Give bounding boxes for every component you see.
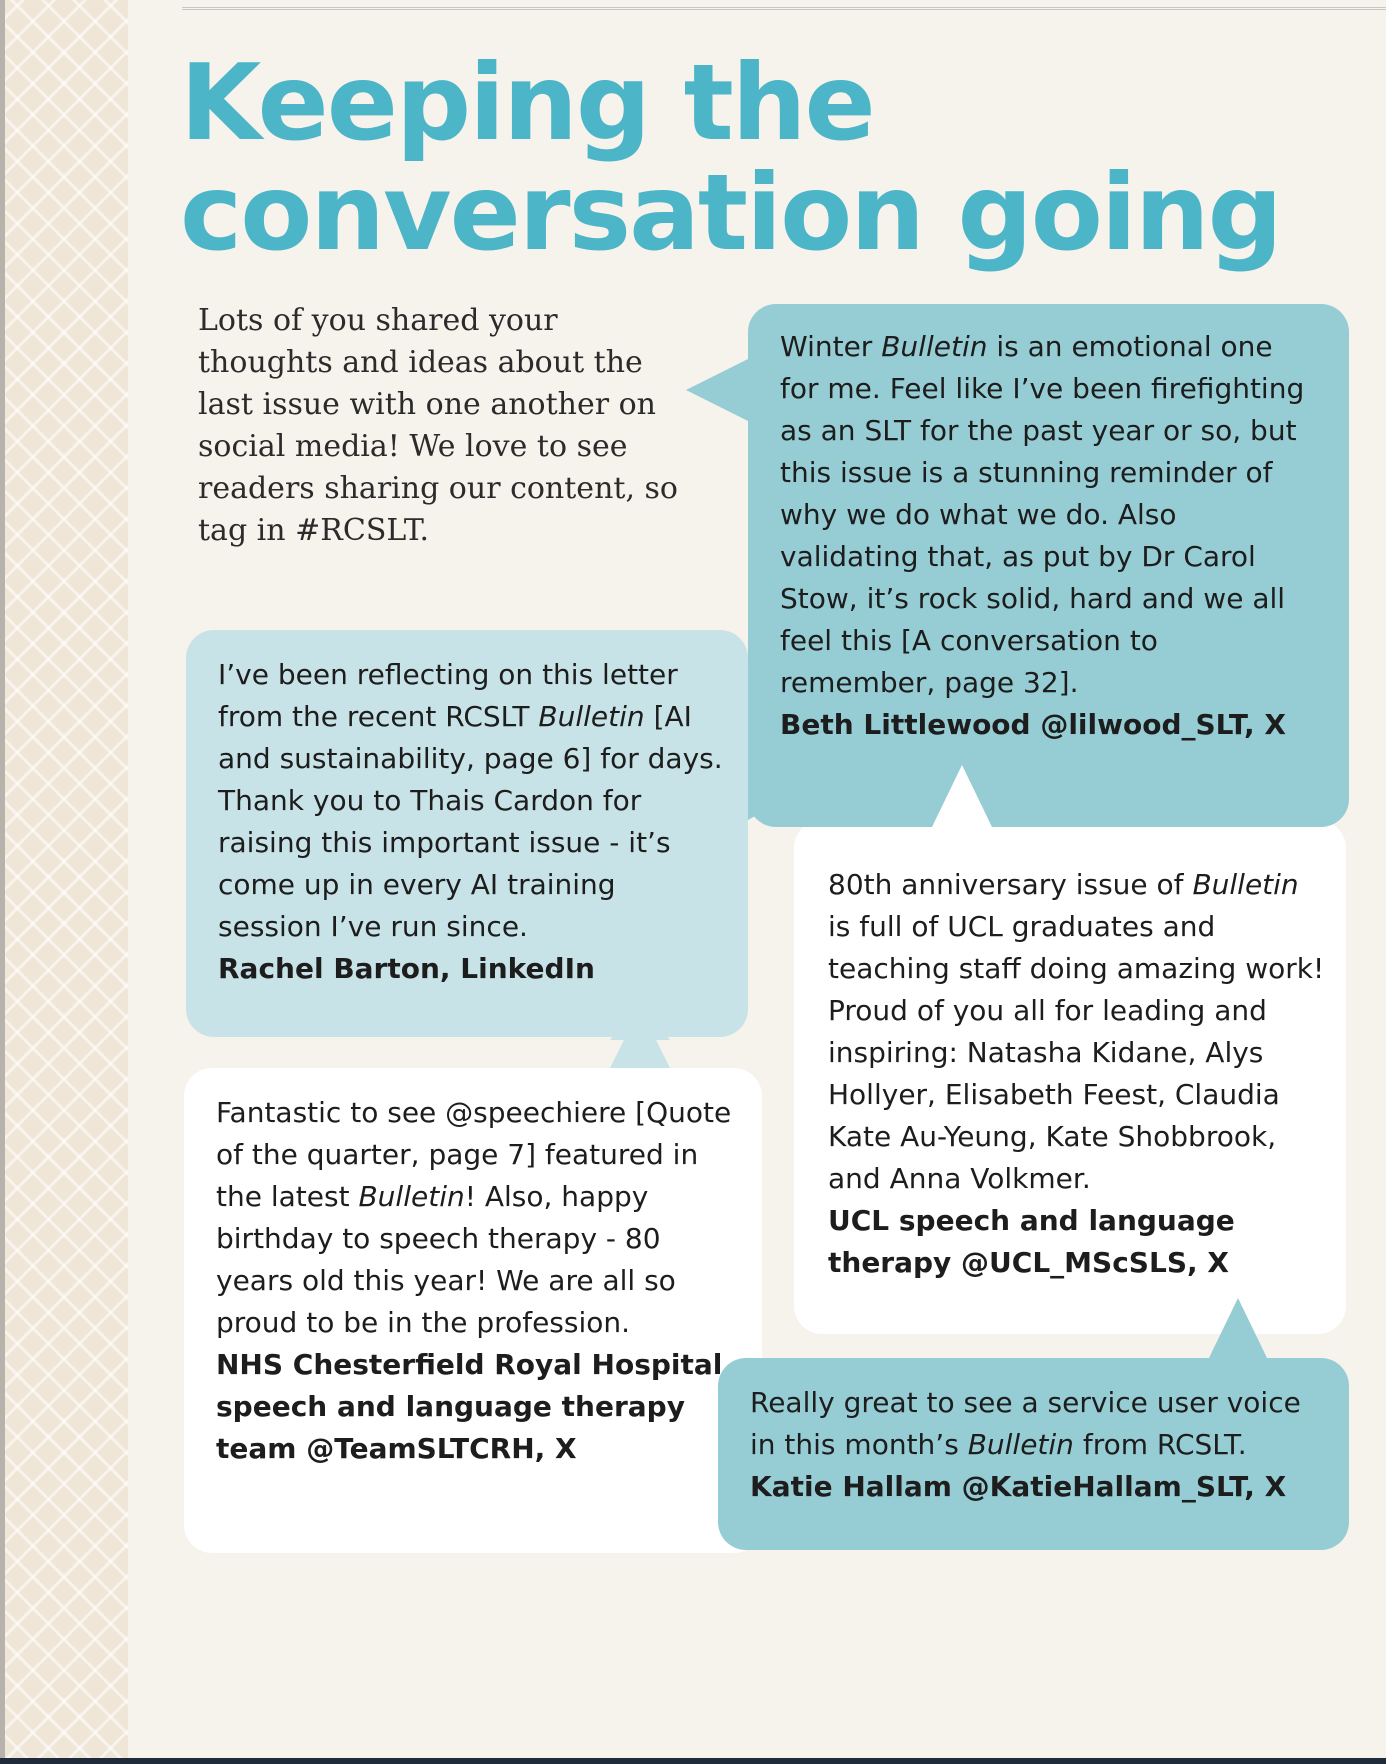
comment-bubble-beth <box>748 304 1349 827</box>
comment-text: 80th anniversary issue of Bulletin is full of UCL graduates and teaching staff doing amazing work! Proud of you all for leading and inspiring: Natasha Kidane, Alys Hollyer, Elisabeth Feest, Claudia Kate Au-Yeung, Kate Shobbrook, and Anna Volkmer. <box>828 868 1325 1195</box>
comment-author: UCL speech and language therapy @UCL_MScSLS, X <box>828 1204 1235 1279</box>
comment-bubble-katie <box>718 1358 1349 1550</box>
page-edge <box>0 0 5 1764</box>
bubble-tail <box>610 1008 670 1068</box>
bubble-tail <box>932 765 992 827</box>
comment-author: Rachel Barton, LinkedIn <box>218 952 595 985</box>
comment-bubble-ucl <box>794 820 1346 1334</box>
comment-text: Winter Bulletin is an emotional one for me. Feel like I’ve been firefighting as an SLT for the past year or so, but this issue is a stunning reminder of why we do what we do. Also validating that, as put by Dr Carol Stow, it’s rock solid, hard and we all feel this [A conversation to remember, page 32]. <box>780 330 1305 699</box>
comment-text: Really great to see a service user voice in this month’s Bulletin from RCSLT. <box>750 1386 1301 1461</box>
comment-author: Katie Hallam @KatieHallam_SLT, X <box>750 1470 1287 1503</box>
comment-bubble-nhs <box>184 1068 762 1553</box>
bubble-tail <box>686 358 750 422</box>
title-line-1: Keeping the <box>180 42 874 164</box>
page-title <box>180 42 1281 274</box>
comment-author: Beth Littlewood @lilwood_SLT, X <box>780 708 1286 741</box>
bottom-strip <box>0 1758 1386 1764</box>
title-line-2: conversation going <box>180 152 1281 274</box>
bubble-tail <box>748 752 808 820</box>
intro-text: Lots of you shared your thoughts and ideas about the last issue with one another on social media! We love to see readers sharing our content, so tag in #RCSLT. <box>198 303 678 548</box>
comment-bubble-rachel <box>186 630 748 1037</box>
decorative-pattern-sidebar <box>0 0 128 1764</box>
comment-text: Fantastic to see @speechiere [Quote of the quarter, page 7] featured in the latest Bulletin! Also, happy birthday to speech therapy - 80 years old this year! We are all so proud to be in the profession. <box>216 1096 732 1339</box>
bubble-tail <box>1208 1298 1268 1360</box>
top-rule <box>182 0 1386 10</box>
comment-author: NHS Chesterfield Royal Hospital speech and language therapy team @TeamSLTCRH, X <box>216 1348 723 1465</box>
comment-text: I’ve been reflecting on this letter from the recent RCSLT Bulletin [AI and sustainability, page 6] for days. Thank you to Thais Cardon for raising this important issue - it’s come up in every AI training session I’ve run since. <box>218 658 723 943</box>
